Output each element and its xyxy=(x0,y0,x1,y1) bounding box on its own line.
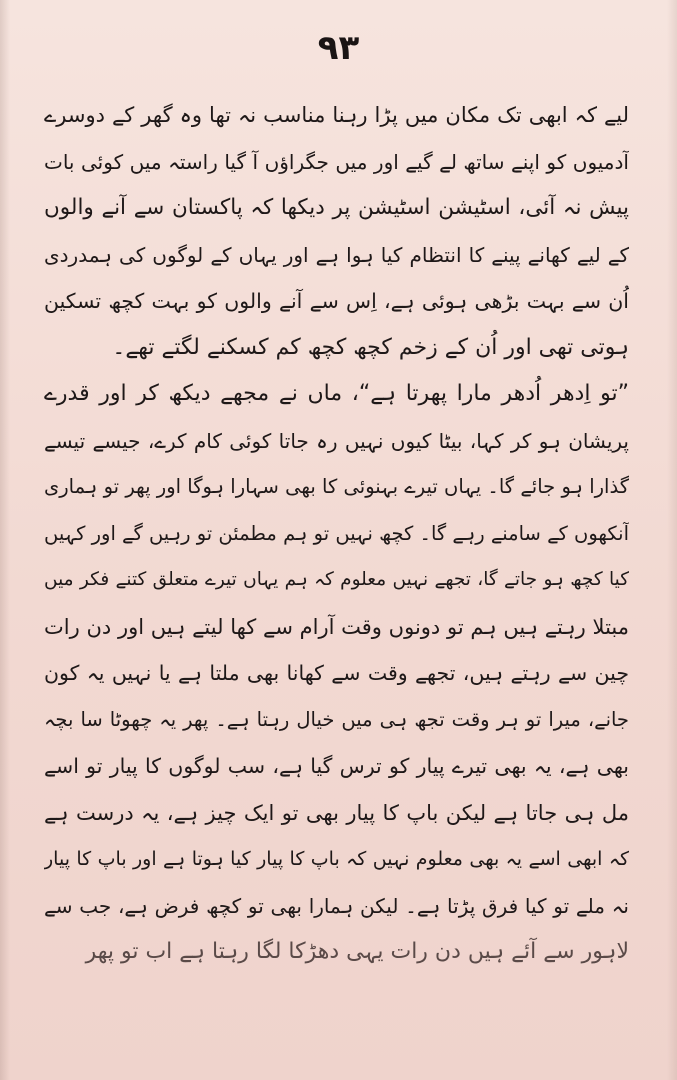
text-line: لیے کہ ابھی تک مکان میں پڑا رہنا مناسب نہ تھا وہ گھر کے دوسرے xyxy=(44,103,629,127)
text-line: پریشان ہو کر کہا، بیٹا کیوں نہیں رہ جاتا کوئی کام کرے، جیسے تیسے xyxy=(44,428,629,453)
text-line: پیش نہ آئی، اسٹیشن اسٹیشن پر دیکھا کہ پاکستان سے آنے والوں xyxy=(44,195,629,220)
text-line: جانے، میرا تو ہر وقت تجھ ہی میں خیال رہتا ہے۔ پھر یہ چھوٹا سا بچہ xyxy=(44,707,629,731)
text-line: چین سے رہتے ہیں، تجھے وقت سے کھانا بھی ملتا ہے یا نہیں یہ کون xyxy=(44,661,629,685)
page-right-edge xyxy=(667,0,677,1080)
page-left-edge xyxy=(0,0,10,1080)
page-number: ٩٣ xyxy=(317,28,360,68)
text-line: مبتلا رہتے ہیں ہم تو دونوں وقت آرام سے کھا لیتے ہیں اور دن رات xyxy=(44,614,629,639)
text-line: کیا کچھ ہو جاتے گا، تجھے نہیں معلوم کہ ہم یہاں تیرے متعلق کتنے فکر میں xyxy=(44,569,629,590)
text-line: ہوتی تھی اور اُن کے زخم کچھ کچھ کم کسکنے لگتے تھے۔ xyxy=(112,334,629,360)
text-line: ”تو اِدھر اُدھر مارا پھرتا ہے“، ماں نے مجھے دیکھ کر اور قدرے xyxy=(44,381,629,406)
body-text xyxy=(44,92,629,976)
text-line: کہ ابھی اسے یہ بھی معلوم نہیں کہ باپ کا پیار کیا ہوتا ہے اور باپ کا پیار xyxy=(44,848,629,870)
text-line: کے لیے کھانے پینے کا انتظام کیا ہوا ہے اور یہاں کے لوگوں کی ہمدردی xyxy=(44,242,629,267)
text-line: اُن سے بہت بڑھی ہوئی ہے، اِس سے آنے والوں کو بہت کچھ تسکین xyxy=(44,289,629,313)
text-line: آنکھوں کے سامنے رہے گا۔ کچھ نہیں تو ہم مطمئن تو رہیں گے اور کہیں xyxy=(44,521,629,545)
text-line: بھی ہے، یہ بھی تیرے پیار کو ترس گیا ہے، سب لوگوں کا پیار تو اسے xyxy=(44,754,629,778)
text-line: نہ ملے تو کیا فرق پڑتا ہے۔ لیکن ہمارا بھی تو کچھ فرض ہے، جب سے xyxy=(44,893,629,918)
text-line: لاہور سے آئے ہیں دن رات یہی دھڑکا لگا رہتا ہے اب تو پھر xyxy=(85,939,629,964)
text-line: گذارا ہو جائے گا۔ یہاں تیرے بہنوئی کا بھی سہارا ہوگا اور پھر تو ہماری xyxy=(44,475,629,498)
text-line: مل ہی جاتا ہے لیکن باپ کا پیار بھی تو ایک چیز ہے، یہ درست ہے xyxy=(44,800,629,825)
text-line: آدمیوں کو اپنے ساتھ لے گیے اور میں جگراؤں آ گیا راستہ میں کوئی بات xyxy=(44,149,629,174)
